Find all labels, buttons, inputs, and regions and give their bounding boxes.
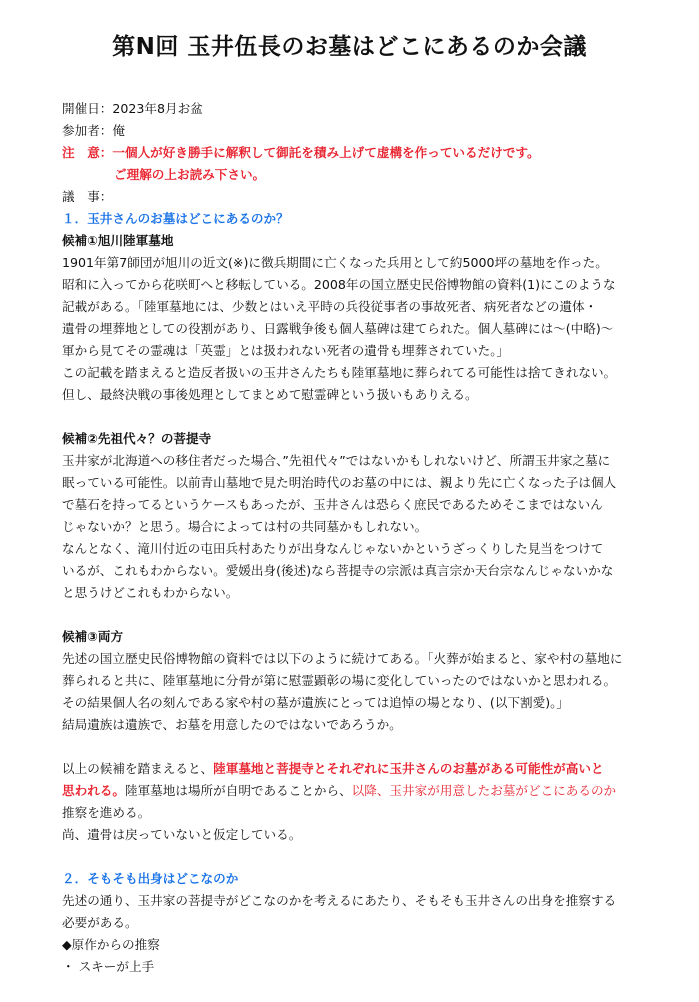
- paragraph-line: で墓石を持ってるというケースもあったが、玉井さんは恐らく庶民であるためそこまではないん: [62, 497, 603, 512]
- conclusion-line-3: 推察を進める。: [62, 805, 151, 820]
- sub-heading: ◆原作からの推察: [62, 937, 160, 952]
- agenda-label: 議 事：: [62, 189, 113, 204]
- conclusion-text: 以上の候補を踏まえると、: [62, 761, 214, 776]
- conclusion-text: 陸軍墓地は場所が自明であることから、: [124, 783, 352, 798]
- paragraph-line: 昭和に入ってから花咲町へと移転している。2008年の国立歴史民俗博物館の資料(1)にこのような: [62, 277, 616, 292]
- conclusion-highlight: 以降、玉井家が用意したお墓がどこにあるのか: [351, 783, 617, 798]
- paragraph-line: 結局遺族は遺族で、お墓を用意したのではないであろうか。: [62, 717, 402, 732]
- document-body: [62, 98, 647, 978]
- conclusion-line-4: 尚、遺骨は戻っていないと仮定している。: [62, 827, 302, 842]
- paragraph-line: 先述の通り、玉井家の菩提寺がどこなのかを考えるにあたり、そもそも玉井さんの出身を推察する: [62, 893, 617, 908]
- paragraph-line: 1901年第7師団が旭川の近文(※)に徴兵期間に亡くなった兵用として約5000坪の墓地を作った。: [62, 255, 608, 270]
- section-1-heading: １．玉井さんのお墓はどこにあるのか？: [62, 211, 289, 226]
- meeting-date: 開催日：2023年8月お盆: [62, 101, 203, 116]
- candidate-3-heading: 候補③両方: [62, 629, 124, 644]
- paragraph-line: 玉井家が北海道への移住者だった場合、”先祖代々”ではないかもしれないけど、所謂玉井家之墓に: [62, 453, 611, 468]
- paragraph-line: 眠っている可能性。以前青山墓地で見た明治時代のお墓の中には、親より先に亡くなった子は個人: [62, 475, 617, 490]
- paragraph-line: 必要がある。: [62, 915, 138, 930]
- bullet-item: ・ スキーが上手: [62, 959, 155, 974]
- page-title: 第N回 玉井伍長のお墓はどこにあるのか会議: [112, 34, 587, 60]
- caution-text-2: ご理解の上お読み下さい。: [114, 167, 266, 182]
- conclusion-highlight: 思われる。: [62, 783, 125, 798]
- conclusion-line-2: [62, 780, 647, 802]
- attendee: 参加者：俺: [62, 123, 125, 138]
- spacer: [62, 604, 647, 626]
- spacer: [62, 736, 647, 758]
- paragraph-line: その結果個人名の刻んである家や村の墓が遺族にとっては追悼の場となり、(以下割愛)。」: [62, 695, 570, 710]
- paragraph-line: 先述の国立歴史民俗博物館の資料では以下のように続けてある。「火葬が始まると、家や村の墓地に: [62, 651, 623, 666]
- candidate-2-heading: 候補②先祖代々？の菩提寺: [62, 431, 212, 446]
- caution-text-1: 一個人が好き勝手に解釈して御託を積み上げて虚構を作っているだけです。: [112, 145, 540, 160]
- paragraph-line: なんとなく、滝川付近の屯田兵村あたりが出身なんじゃないかというざっくりした見当をつけて: [62, 541, 604, 556]
- paragraph-line: 記載がある。「陸軍墓地には、少数とはいえ平時の兵役従事者の事故死者、病死者などの遺体・: [62, 299, 598, 314]
- caution-label: 注 意：: [62, 145, 113, 160]
- paragraph-line: じゃないか？と思う。場合によっては村の共同墓かもしれない。: [62, 519, 428, 534]
- paragraph-line: いるが、これもわからない。愛媛出身(後述)なら菩提寺の宗派は真言宗か天台宗なんじゃないかな: [62, 563, 614, 578]
- paragraph-line: 葬られると共に、陸軍墓地に分骨が第に慰霊顕彰の場に変化していったのではないかと思われる。: [62, 673, 617, 688]
- spacer: [62, 846, 647, 868]
- conclusion-line-1: [62, 758, 647, 780]
- paragraph-line: と思うけどこれもわからない。: [62, 585, 239, 600]
- paragraph-line: 遺骨の埋葬地としての役割があり、日露戦争後も個人墓碑は建てられた。個人墓碑には～(中略)～: [62, 321, 614, 336]
- spacer: [62, 406, 647, 428]
- paragraph-line: この記載を踏まえると造反者扱いの玉井さんたちも陸軍墓地に葬られてる可能性は捨てきれない。: [62, 365, 617, 380]
- paragraph-line: 軍から見てその霊魂は「英霊」とは扱われない死者の遺骨も埋葬されていた。」: [62, 343, 510, 358]
- conclusion-highlight: 陸軍墓地と菩提寺とそれぞれに玉井さんのお墓がある可能性が高いと: [213, 761, 604, 776]
- caution-line: [62, 142, 647, 164]
- paragraph-line: 但し、最終決戦の事後処理としてまとめて慰霊碑という扱いもありえる。: [62, 387, 478, 402]
- candidate-1-heading: 候補①旭川陸軍墓地: [62, 233, 174, 248]
- section-2-heading: ２．そもそも出身はどこなのか: [62, 871, 239, 886]
